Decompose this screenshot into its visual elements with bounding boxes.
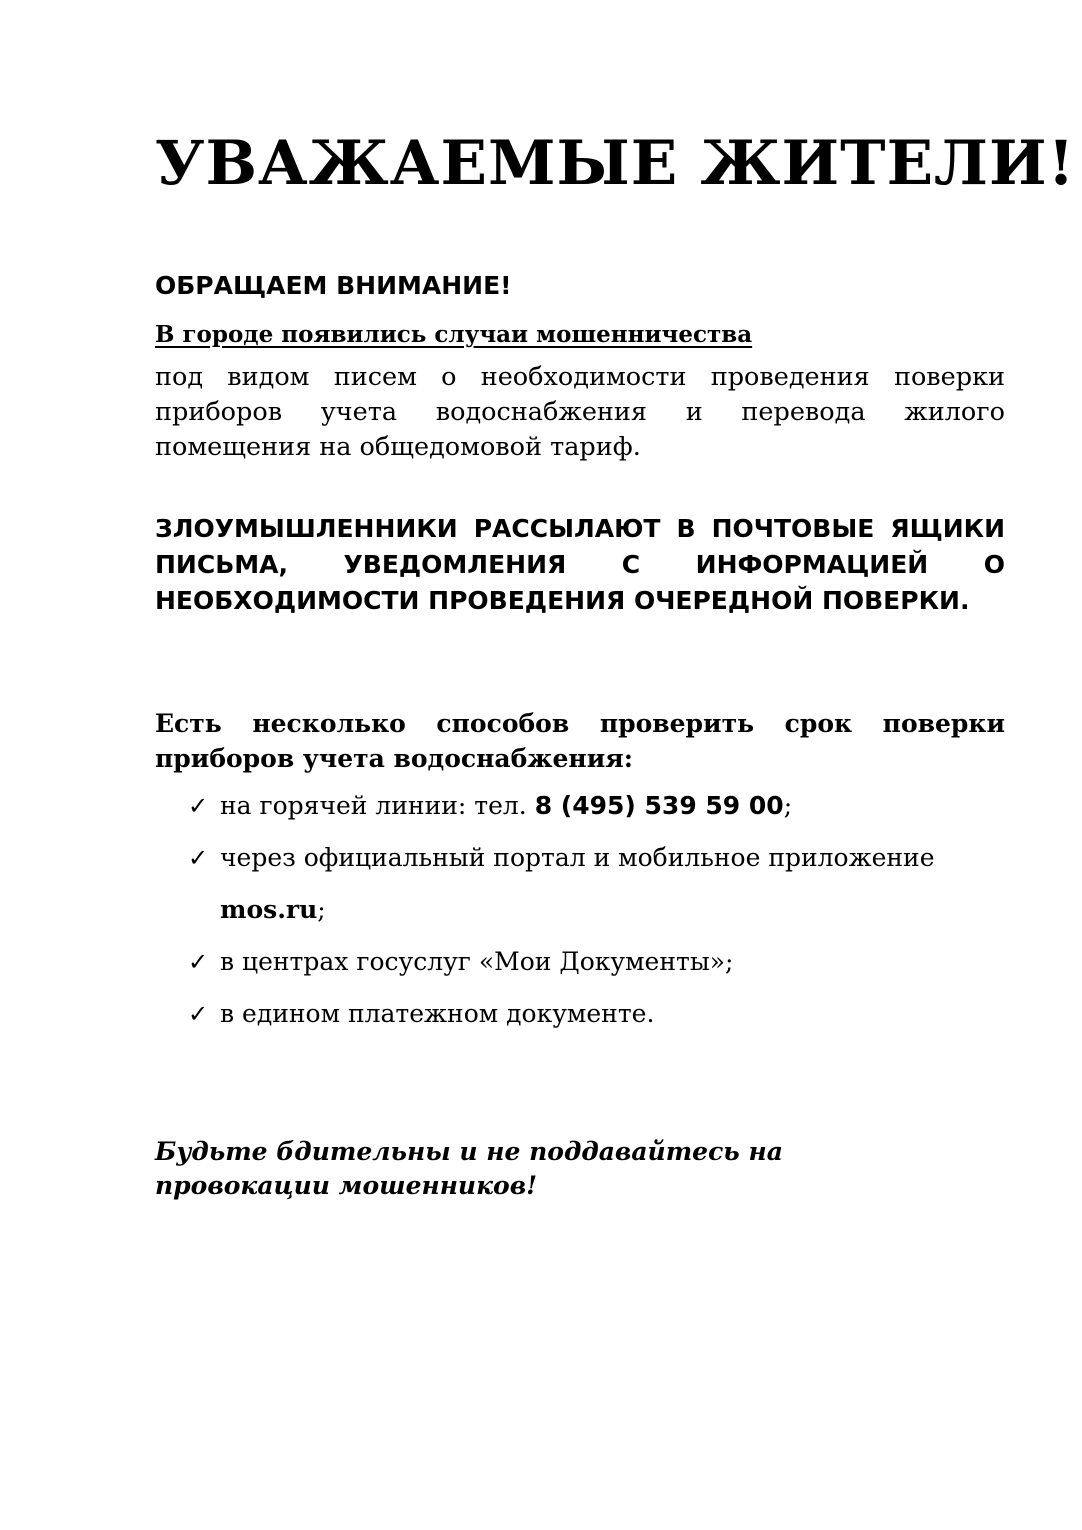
portal-site: mos.ru: [220, 895, 318, 924]
portal-label: через официальный портал и мобильное приложение: [220, 843, 935, 872]
list-item-payment-document: [188, 988, 1008, 1040]
check-icon: ✓: [188, 792, 209, 820]
list-item-hotline: [188, 780, 1008, 832]
intro-paragraph: под видом писем о необходимости проведения поверки приборов учета водоснабжения и перевода жилого помещения на общедомовой тариф.: [155, 362, 1005, 462]
verification-ways-lead: Есть несколько способов проверить срок поверки приборов учета водоснабжения:: [155, 709, 1005, 773]
check-icon: ✓: [188, 948, 209, 976]
list-item-centers: [188, 936, 1008, 988]
payment-document-label: в едином платежном документе.: [220, 999, 655, 1028]
closing-note: [155, 1135, 915, 1203]
closing-line-1: Будьте бдительны и не поддавайтесь на: [155, 1137, 783, 1166]
attention-heading: ОБРАЩАЕМ ВНИМАНИЕ!: [155, 271, 512, 300]
portal-suffix: ;: [317, 895, 326, 924]
check-icon: ✓: [188, 1000, 209, 1028]
verification-ways-list: [188, 780, 1008, 1040]
centers-label: в центрах госуслуг «Мои Документы»;: [220, 947, 734, 976]
check-icon: ✓: [188, 844, 209, 872]
closing-line-2: провокации мошенников!: [155, 1171, 538, 1200]
list-item-portal: [188, 832, 1008, 936]
hotline-phone: 8 (495) 539 59 00: [534, 791, 784, 820]
hotline-suffix: ;: [783, 791, 793, 820]
hotline-label: на горячей линии: тел.: [220, 791, 535, 820]
warning-paragraph: ЗЛОУМЫШЛЕННИКИ РАССЫЛАЮТ В ПОЧТОВЫЕ ЯЩИКИ ПИСЬМА, УВЕДОМЛЕНИЯ С ИНФОРМАЦИЕЙ О НЕОБХОДИМОСТИ ПРОВЕДЕНИЯ ОЧЕРЕДНОЙ ПОВЕРКИ.: [155, 514, 1005, 615]
fraud-subheading: В городе появились случаи мошенничества: [155, 321, 753, 348]
page-title: УВАЖАЕМЫЕ ЖИТЕЛИ!: [155, 128, 1076, 199]
